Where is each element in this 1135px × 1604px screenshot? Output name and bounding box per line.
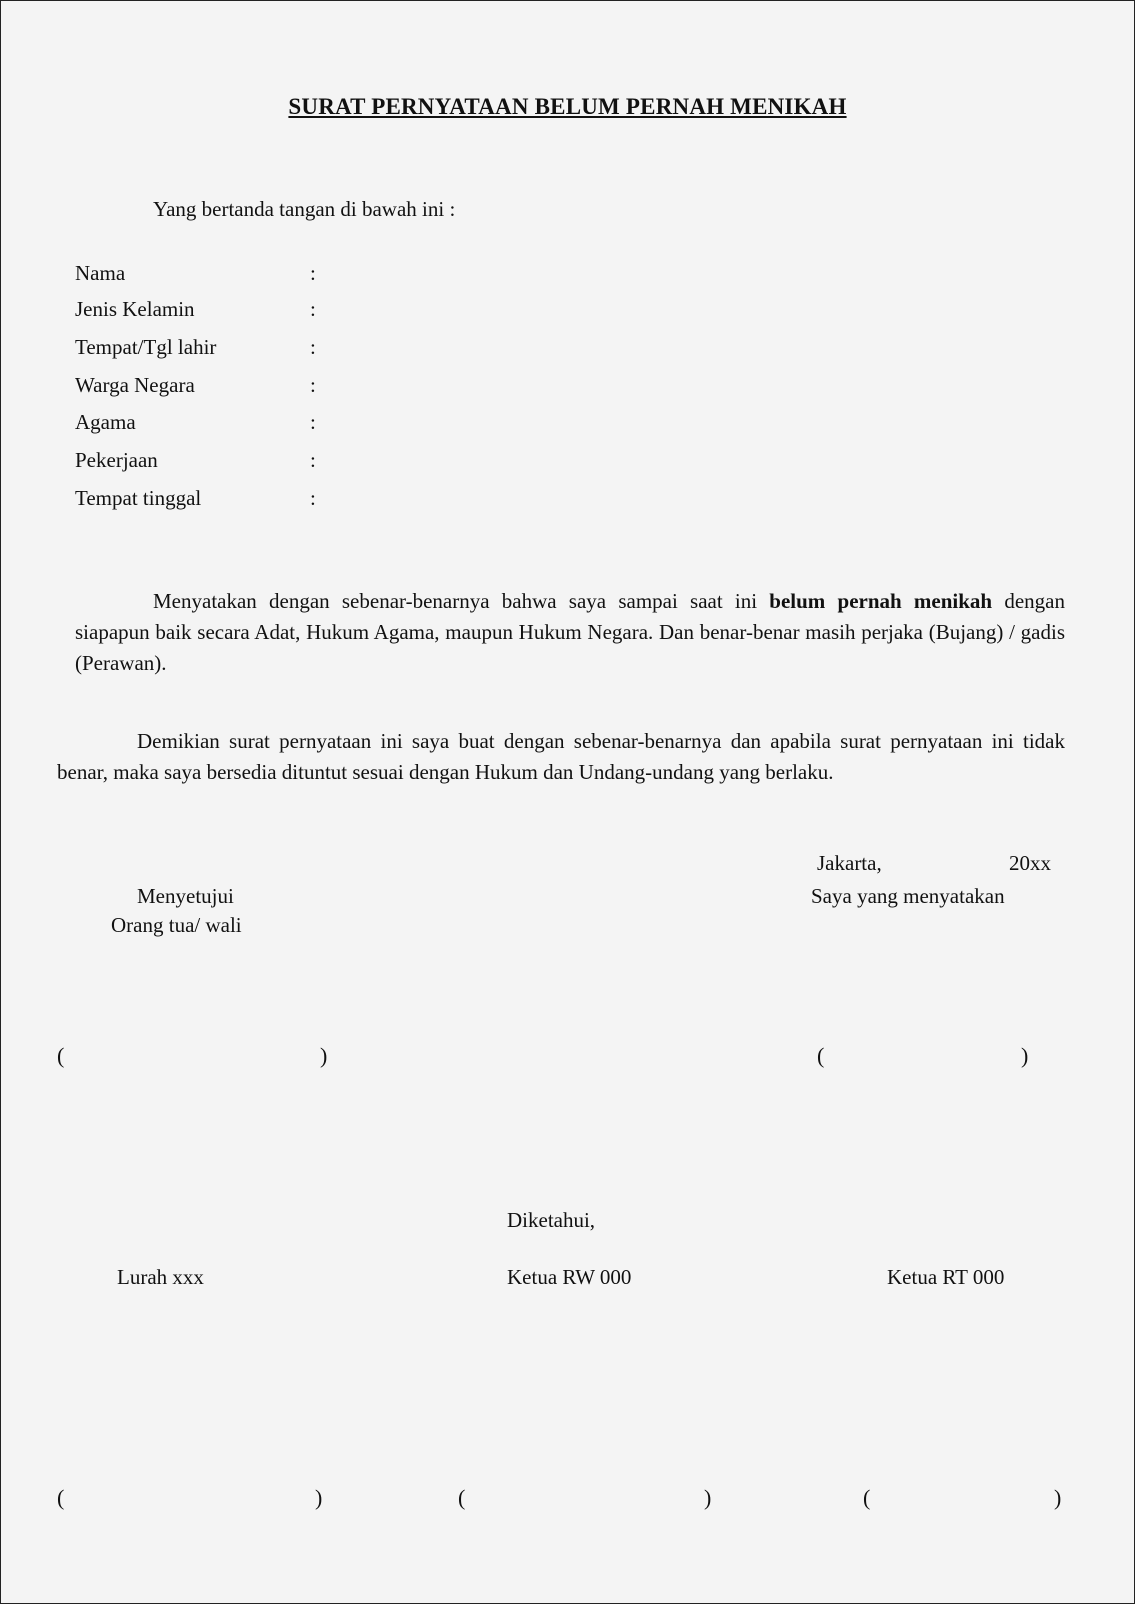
signature-close-paren: ) (1054, 1485, 1062, 1510)
signature-close-paren: ) (315, 1485, 323, 1510)
intro-text: Yang bertanda tangan di bawah ini : (153, 197, 456, 221)
ketua-rt-label: Ketua RT 000 (887, 1265, 1005, 1289)
year-text: 20xx (1009, 851, 1051, 875)
signature-open-paren: ( (458, 1485, 466, 1510)
field-colon: : (310, 410, 316, 434)
field-label-pekerjaan: Pekerjaan (75, 448, 158, 472)
statement-bold-text: belum pernah menikah (769, 589, 993, 613)
field-colon: : (310, 486, 316, 510)
field-label-warga-negara: Warga Negara (75, 373, 195, 397)
field-label-nama: Nama (75, 261, 126, 285)
field-label-tempat-tinggal: Tempat tinggal (75, 486, 202, 510)
field-label-agama: Agama (75, 410, 136, 434)
signature-close-paren: ) (1021, 1043, 1029, 1068)
signature-open-paren: ( (57, 1043, 65, 1068)
field-colon: : (310, 335, 316, 359)
signature-close-paren: ) (320, 1043, 328, 1068)
field-colon: : (310, 448, 316, 472)
field-colon: : (310, 297, 316, 321)
signature-open-paren: ( (57, 1485, 65, 1510)
lurah-label: Lurah xxx (117, 1265, 204, 1289)
statement-paragraph (75, 586, 1065, 679)
document-title: SURAT PERNYATAAN BELUM PERNAH MENIKAH (288, 94, 847, 119)
approval-label: Menyetujui (137, 884, 234, 908)
closing-paragraph: Demikian surat pernyataan ini saya buat dengan sebenar-benarnya dan apabila surat pernyataan ini tidak benar, maka saya bersedia dituntut sesuai dengan Hukum dan Undang-undang yang berlaku. (57, 729, 1065, 784)
ketua-rw-label: Ketua RW 000 (507, 1265, 632, 1289)
signature-open-paren: ( (817, 1043, 825, 1068)
place-text: Jakarta, (817, 851, 882, 875)
field-label-tempat-tgl-lahir: Tempat/Tgl lahir (75, 335, 217, 359)
parent-guardian-label: Orang tua/ wali (111, 913, 242, 937)
statement-text-start: Menyatakan dengan sebenar-benarnya bahwa saya sampai saat ini (153, 589, 770, 613)
acknowledged-label: Diketahui, (507, 1208, 596, 1232)
declarant-label: Saya yang menyatakan (811, 884, 1005, 908)
field-colon: : (310, 261, 316, 285)
signature-close-paren: ) (704, 1485, 712, 1510)
field-colon: : (310, 373, 316, 397)
field-label-jenis-kelamin: Jenis Kelamin (75, 297, 195, 321)
statement-text-end: dengan siapapun baik secara Adat, Hukum Agama, maupun Hukum Negara. Dan benar-benar masih perjaka (Bujang) / gadis (Perawan). (75, 589, 1065, 675)
signature-open-paren: ( (863, 1485, 871, 1510)
